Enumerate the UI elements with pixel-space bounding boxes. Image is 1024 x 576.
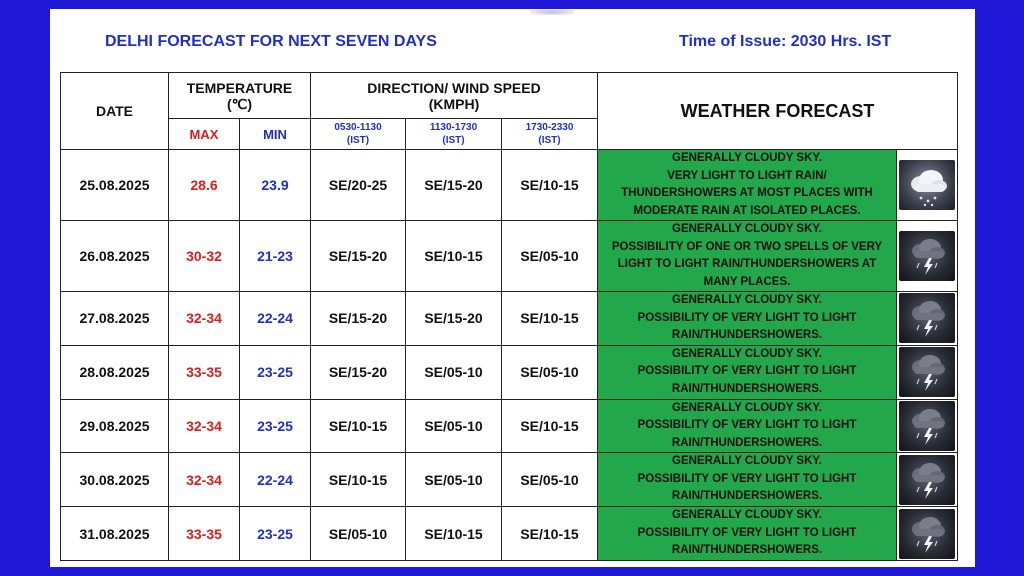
forecast-icon-cell [897, 292, 958, 346]
forecast-line: LIGHT TO LIGHT RAIN/THUNDERSHOWERS AT [617, 258, 877, 270]
forecast-text-cell [598, 221, 897, 292]
forecast-table [60, 72, 958, 561]
wind-cell: SE/10-15 [311, 399, 406, 453]
table-row [61, 221, 958, 292]
forecast-line: POSSIBILITY OF VERY LIGHT TO LIGHT [637, 419, 857, 431]
wind-period-zone: (IST) [442, 135, 465, 146]
max-temp-cell: 32-34 [169, 453, 240, 507]
forecast-text-cell [598, 292, 897, 346]
header-temperature-label: TEMPERATURE [186, 79, 293, 96]
forecast-line: THUNDERSHOWERS AT MOST PLACES WITH [621, 187, 873, 199]
header-wind-period-1 [311, 119, 406, 150]
wind-cell: SE/10-15 [502, 292, 598, 346]
wind-cell: SE/10-15 [502, 507, 598, 561]
max-temp-cell: 28.6 [169, 150, 240, 221]
forecast-line: POSSIBILITY OF VERY LIGHT TO LIGHT [637, 526, 857, 539]
wind-cell: SE/10-15 [311, 453, 406, 507]
header-wind-period-3 [502, 119, 598, 150]
min-temp-cell: 23-25 [240, 345, 311, 399]
forecast-title: DELHI FORECAST FOR NEXT SEVEN DAYS [105, 33, 437, 50]
issue-time: Time of Issue: 2030 Hrs. IST [679, 33, 892, 50]
header-min: MIN [240, 119, 311, 150]
max-temp-cell: 32-34 [169, 399, 240, 453]
cloud-rain-icon [899, 160, 955, 210]
thunderstorm-icon [899, 293, 955, 343]
table-row [61, 150, 958, 221]
forecast-icon-cell [897, 150, 958, 221]
min-temp-cell: 22-24 [240, 292, 311, 346]
forecast-text-cell [598, 453, 897, 507]
wind-period-time: 0530-1130 [334, 122, 382, 133]
wind-cell: SE/05-10 [502, 345, 598, 399]
forecast-line: VERY LIGHT TO LIGHT RAIN/ [667, 169, 827, 182]
wind-cell: SE/10-15 [406, 221, 502, 292]
min-temp-cell: 23-25 [240, 399, 311, 453]
forecast-line: POSSIBILITY OF VERY LIGHT TO LIGHT [637, 311, 857, 324]
forecast-line: POSSIBILITY OF ONE OR TWO SPELLS OF VERY [611, 240, 883, 253]
forecast-icon-cell [897, 221, 958, 292]
forecast-icon-cell [897, 399, 958, 453]
wind-cell: SE/05-10 [502, 221, 598, 292]
forecast-line: GENERALLY CLOUDY SKY. [672, 294, 822, 306]
wind-cell: SE/10-15 [502, 399, 598, 453]
wind-cell: SE/10-15 [502, 150, 598, 221]
header-temperature [169, 73, 311, 119]
date-cell: 25.08.2025 [61, 150, 169, 221]
wind-cell: SE/05-10 [311, 507, 406, 561]
wind-cell: SE/05-10 [502, 453, 598, 507]
wind-cell: SE/15-20 [406, 292, 502, 346]
forecast-text-cell [598, 507, 897, 561]
forecast-icon-cell [897, 345, 958, 399]
forecast-text-cell [598, 150, 897, 221]
date-cell: 26.08.2025 [61, 221, 169, 292]
wind-cell: SE/15-20 [406, 150, 502, 221]
max-temp-cell: 33-35 [169, 345, 240, 399]
date-cell: 28.08.2025 [61, 345, 169, 399]
date-cell: 31.08.2025 [61, 507, 169, 561]
thunderstorm-icon [899, 347, 955, 397]
table-row [61, 399, 958, 453]
max-temp-cell: 32-34 [169, 292, 240, 346]
forecast-icon-cell [897, 507, 958, 561]
header-date: DATE [61, 73, 169, 150]
header-wind-unit: (KMPH) [428, 95, 480, 112]
forecast-line: RAIN/THUNDERSHOWERS. [671, 329, 823, 341]
date-cell: 27.08.2025 [61, 292, 169, 346]
wind-cell: SE/05-10 [406, 345, 502, 399]
min-temp-cell: 23-25 [240, 507, 311, 561]
thunderstorm-icon [899, 401, 955, 451]
min-temp-cell: 22-24 [240, 453, 311, 507]
thunderstorm-icon [899, 455, 955, 505]
date-cell: 29.08.2025 [61, 399, 169, 453]
table-row [61, 345, 958, 399]
header-max: MAX [169, 119, 240, 150]
forecast-line: GENERALLY CLOUDY SKY. [672, 347, 822, 360]
forecast-line: RAIN/THUNDERSHOWERS. [671, 382, 823, 395]
max-temp-cell: 30-32 [169, 221, 240, 292]
forecast-line: GENERALLY CLOUDY SKY. [672, 455, 822, 468]
wind-cell: SE/15-20 [311, 221, 406, 292]
forecast-line: GENERALLY CLOUDY SKY. [672, 401, 822, 414]
thunderstorm-icon [899, 509, 955, 559]
wind-cell: SE/10-15 [406, 507, 502, 561]
forecast-line: MODERATE RAIN AT ISOLATED PLACES. [633, 204, 861, 217]
wind-period-time: 1730-2330 [525, 122, 574, 133]
wind-period-zone: (IST) [538, 135, 561, 146]
forecast-line: POSSIBILITY OF VERY LIGHT TO LIGHT [637, 472, 857, 485]
header-wind-label: DIRECTION/ WIND SPEED [367, 79, 541, 96]
min-temp-cell: 23.9 [240, 150, 311, 221]
forecast-line: GENERALLY CLOUDY SKY. [672, 152, 822, 164]
forecast-line: POSSIBILITY OF VERY LIGHT TO LIGHT [637, 365, 857, 378]
header-wind [311, 73, 598, 119]
forecast-text-cell [598, 399, 897, 453]
header-temperature-unit: (℃) [226, 95, 253, 112]
min-temp-cell: 21-23 [240, 221, 311, 292]
forecast-text-cell [598, 345, 897, 399]
forecast-icon-cell [897, 453, 958, 507]
logo-fragment [530, 9, 574, 15]
date-cell: 30.08.2025 [61, 453, 169, 507]
table-row [61, 507, 958, 561]
wind-cell: SE/05-10 [406, 453, 502, 507]
forecast-line: RAIN/THUNDERSHOWERS. [671, 436, 823, 449]
wind-cell: SE/05-10 [406, 399, 502, 453]
forecast-line: RAIN/THUNDERSHOWERS. [671, 544, 823, 557]
forecast-line: GENERALLY CLOUDY SKY. [672, 509, 822, 522]
forecast-line: GENERALLY CLOUDY SKY. [672, 223, 822, 235]
forecast-sheet [50, 9, 975, 567]
table-row [61, 292, 958, 346]
header-wind-period-2 [406, 119, 502, 150]
wind-cell: SE/15-20 [311, 292, 406, 346]
thunderstorm-icon [899, 231, 955, 281]
wind-period-zone: (IST) [346, 135, 370, 146]
forecast-line: MANY PLACES. [703, 275, 791, 288]
wind-cell: SE/15-20 [311, 345, 406, 399]
wind-period-time: 1130-1730 [429, 122, 478, 133]
max-temp-cell: 33-35 [169, 507, 240, 561]
forecast-line: RAIN/THUNDERSHOWERS. [671, 490, 823, 503]
header-weather-forecast: WEATHER FORECAST [598, 73, 958, 150]
wind-cell: SE/20-25 [311, 150, 406, 221]
table-row [61, 453, 958, 507]
